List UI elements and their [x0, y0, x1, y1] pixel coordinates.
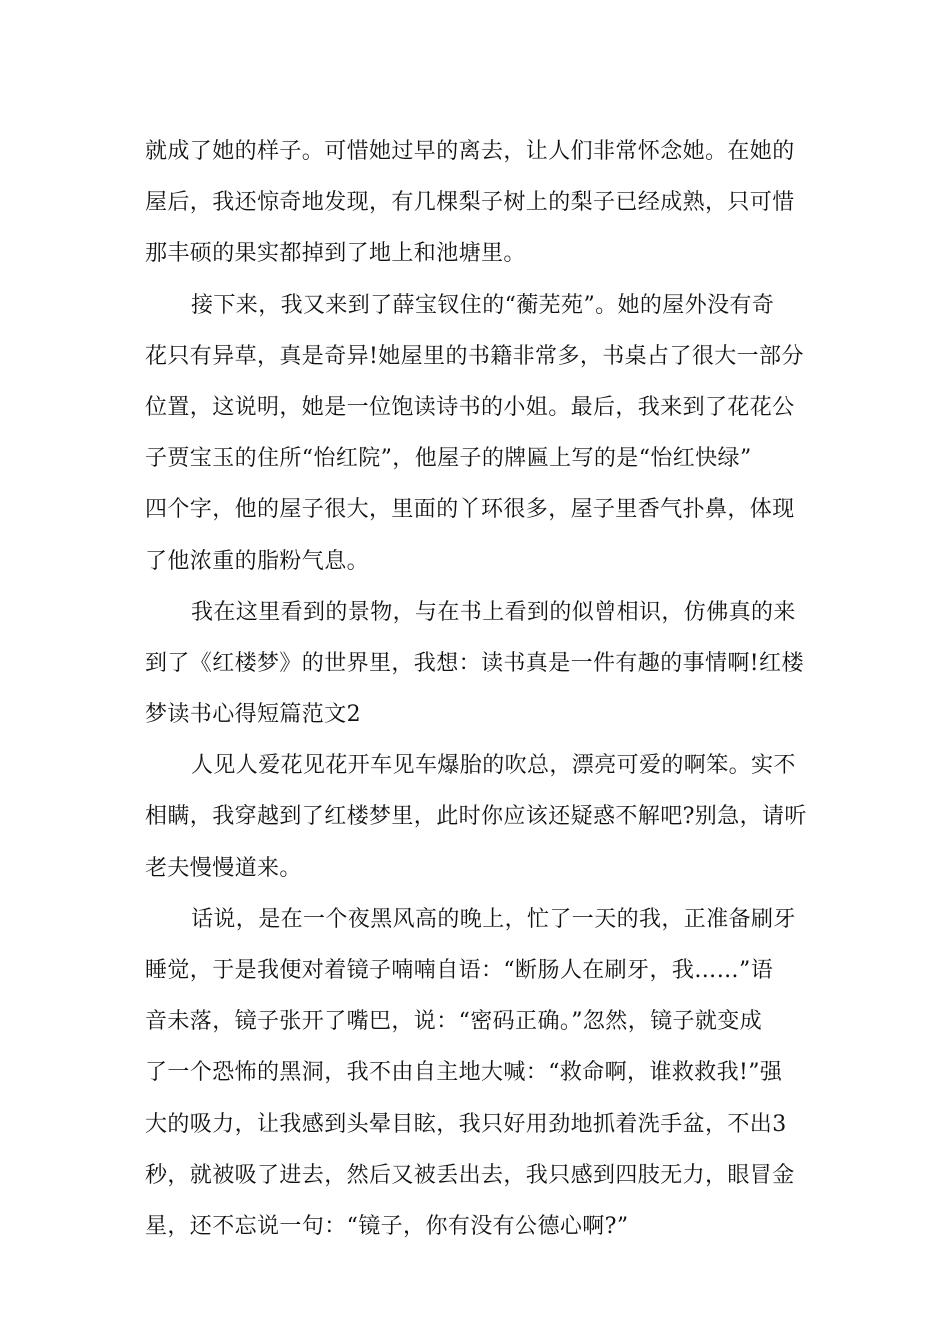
text-line: 梦读书心得短篇范文2	[145, 702, 361, 728]
text-line: 了他浓重的脂粉气息。	[145, 548, 370, 574]
paragraph-first-line: 人见人爱花见花开车见车爆胎的吹总，漂亮可爱的啊笨。实不	[191, 753, 796, 779]
text-line: 秒，就被吸了进去，然后又被丢出去，我只感到四肢无力，眼冒金	[145, 1162, 795, 1188]
text-line: 子贾宝玉的住所“怡红院”，他屋子的牌匾上写的是“怡红快绿”	[145, 446, 752, 472]
text-line: 星，还不忘说一句：“镜子，你有没有公德心啊?”	[145, 1213, 629, 1239]
text-line: 到了《红楼梦》的世界里，我想：读书真是一件有趣的事情啊!红楼	[145, 650, 804, 676]
text-line: 花只有异草，真是奇异!她屋里的书籍非常多，书桌占了很大一部分	[145, 343, 804, 369]
body-text	[145, 126, 810, 1252]
paragraph-first-line: 我在这里看到的景物，与在书上看到的似曾相识，仿佛真的来	[191, 599, 796, 625]
paragraph-first-line: 话说，是在一个夜黑风高的晚上，忙了一天的我，正准备刷牙	[191, 906, 796, 932]
text-line: 睡觉，于是我便对着镜子喃喃自语：“断肠人在刷牙，我……”语	[145, 958, 774, 983]
text-line: 了一个恐怖的黑洞，我不由自主地大喊：“救命啊，谁救救我!”强	[145, 1060, 783, 1086]
text-line: 四个字，他的屋子很大，里面的丫环很多，屋子里香气扑鼻，体现	[145, 497, 795, 523]
text-line: 大的吸力，让我感到头晕目眩，我只好用劲地抓着洗手盆，不出3	[145, 1111, 787, 1137]
text-line: 音未落，镜子张开了嘴巴，说：“密码正确。”忽然，镜子就变成	[145, 1009, 763, 1035]
text-line: 相瞒，我穿越到了红楼梦里，此时你应该还疑惑不解吧?别急，请听	[145, 804, 807, 830]
text-line: 就成了她的样子。可惜她过早的离去，让人们非常怀念她。在她的	[145, 139, 795, 164]
text-line: 老夫慢慢道来。	[145, 855, 302, 881]
paragraph-first-line: 接下来，我又来到了薛宝钗住的“蘅芜苑”。她的屋外没有奇	[191, 292, 775, 318]
text-line: 屋后，我还惊奇地发现，有几棵梨子树上的梨子已经成熟，只可惜	[145, 190, 795, 216]
text-line: 位置，这说明，她是一位饱读诗书的小姐。最后，我来到了花花公	[145, 394, 795, 420]
text-line: 那丰硕的果实都掉到了地上和池塘里。	[145, 241, 526, 267]
